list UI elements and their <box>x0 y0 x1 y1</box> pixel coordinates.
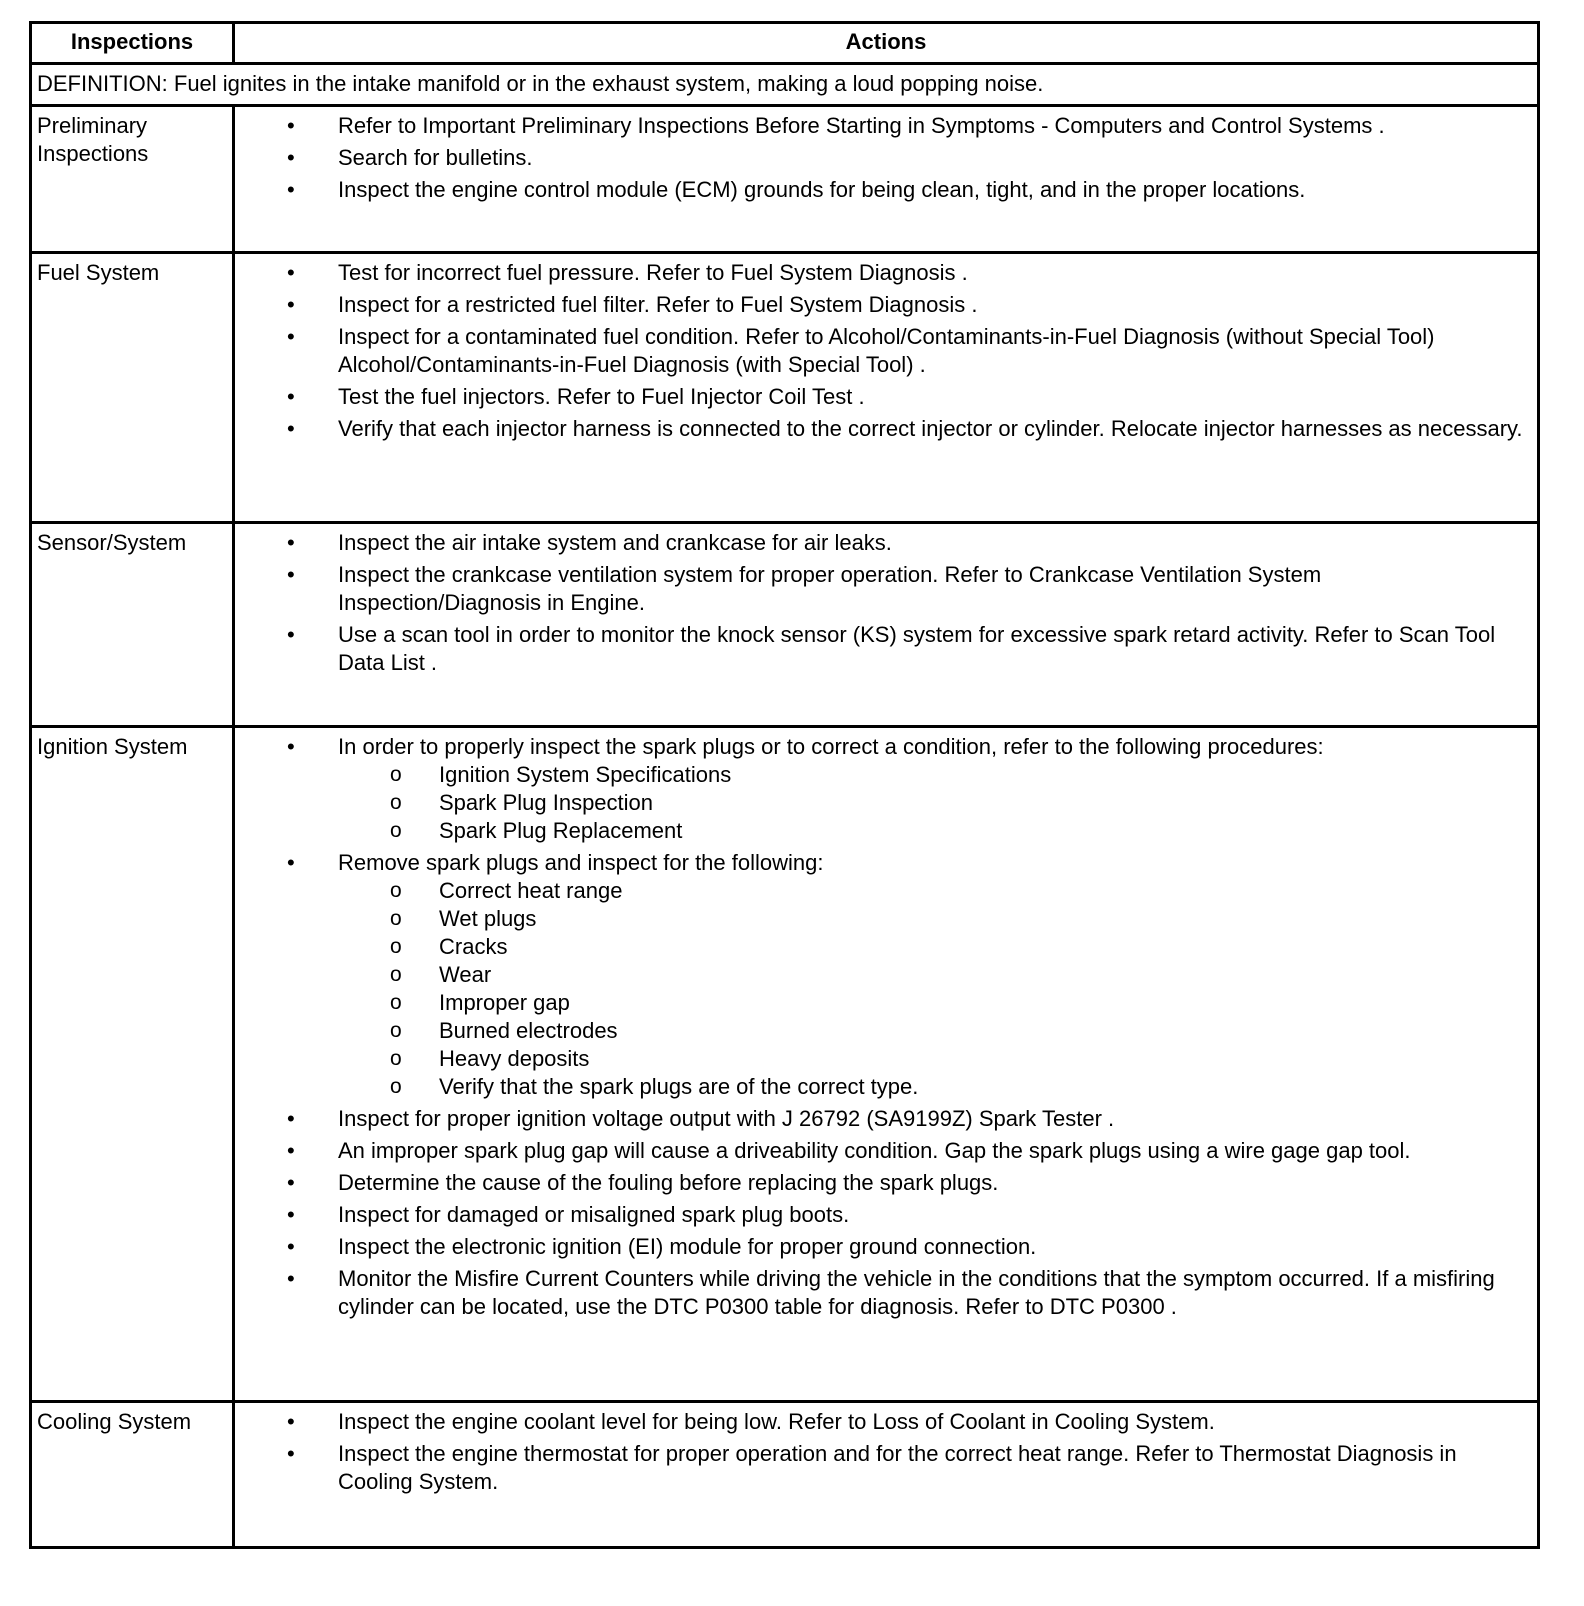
action-item <box>235 1169 1527 1197</box>
bullet-icon: • <box>287 177 295 202</box>
action-item <box>235 561 1527 617</box>
section-row <box>31 253 1539 523</box>
bullet-icon: • <box>287 113 295 138</box>
action-item <box>235 415 1527 443</box>
bullet-icon: • <box>287 384 295 409</box>
section-title: Sensor/System <box>31 523 234 727</box>
action-text: Inspect for a restricted fuel filter. Refer to Fuel System Diagnosis . <box>338 292 978 317</box>
sub-item-text: Correct heat range <box>439 878 623 903</box>
section-actions <box>234 253 1539 523</box>
action-item <box>235 1440 1527 1496</box>
sub-item <box>338 989 1527 1017</box>
action-text: Inspect for damaged or misaligned spark plug boots. <box>338 1202 850 1227</box>
section-actions <box>234 106 1539 253</box>
bullet-icon: • <box>287 1170 295 1195</box>
action-item <box>235 1201 1527 1229</box>
sub-list <box>338 761 1527 845</box>
circle-bullet-icon: o <box>390 763 402 786</box>
bullet-icon: • <box>287 562 295 587</box>
action-text: Test the fuel injectors. Refer to Fuel Injector Coil Test . <box>338 384 865 409</box>
inspections-header: Inspections <box>31 23 234 64</box>
action-text: Search for bulletins. <box>338 145 533 170</box>
circle-bullet-icon: o <box>390 963 402 986</box>
section-row <box>31 1402 1539 1548</box>
section-title: Fuel System <box>31 253 234 523</box>
sub-item <box>338 1017 1527 1045</box>
bullet-icon: • <box>287 1234 295 1259</box>
sub-item-text: Spark Plug Replacement <box>439 818 683 843</box>
action-text: Remove spark plugs and inspect for the following: <box>338 850 824 875</box>
bullet-icon: • <box>287 260 295 285</box>
sub-item <box>338 789 1527 817</box>
action-text: Inspect the engine thermostat for proper operation and for the correct heat range. Refer to Thermostat Diagnosis in Cooling System. <box>338 1441 1457 1494</box>
action-text: Inspect for a contaminated fuel condition. Refer to Alcohol/Contaminants-in-Fuel Diagnosis (without Special Tool) Alcohol/Contaminants-in-Fuel Diagnosis (with Special Tool) . <box>338 324 1435 377</box>
sub-item <box>338 1045 1527 1073</box>
action-item <box>235 176 1527 204</box>
sub-item-text: Wet plugs <box>439 906 537 931</box>
section-title: Preliminary Inspections <box>31 106 234 253</box>
section-title: Cooling System <box>31 1402 234 1548</box>
action-text: Inspect the air intake system and crankcase for air leaks. <box>338 530 892 555</box>
sub-list <box>338 877 1527 1101</box>
bullet-icon: • <box>287 1138 295 1163</box>
bullet-icon: • <box>287 1266 295 1291</box>
action-item <box>235 1408 1527 1436</box>
action-item <box>235 1137 1527 1165</box>
bullet-icon: • <box>287 416 295 441</box>
action-text: Inspect for proper ignition voltage output with J 26792 (SA9199Z) Spark Tester . <box>338 1106 1115 1131</box>
action-list <box>235 529 1527 677</box>
action-item <box>235 733 1527 845</box>
circle-bullet-icon: o <box>390 991 402 1014</box>
action-text: Determine the cause of the fouling before replacing the spark plugs. <box>338 1170 999 1195</box>
action-text: Monitor the Misfire Current Counters while driving the vehicle in the conditions that the symptom occurred. If a misfiring cylinder can be located, use the DTC P0300 table for diagnosis. Refer to DTC P0300 . <box>338 1266 1495 1319</box>
action-item <box>235 849 1527 1101</box>
action-item <box>235 1105 1527 1133</box>
circle-bullet-icon: o <box>390 1075 402 1098</box>
bullet-icon: • <box>287 292 295 317</box>
action-item <box>235 529 1527 557</box>
bullet-icon: • <box>287 324 295 349</box>
bullet-icon: • <box>287 1441 295 1466</box>
circle-bullet-icon: o <box>390 791 402 814</box>
section-title: Ignition System <box>31 727 234 1402</box>
action-item <box>235 383 1527 411</box>
circle-bullet-icon: o <box>390 935 402 958</box>
bullet-icon: • <box>287 1202 295 1227</box>
bullet-icon: • <box>287 1409 295 1434</box>
action-item <box>235 291 1527 319</box>
definition-row <box>31 64 1539 106</box>
action-text: Inspect the engine control module (ECM) grounds for being clean, tight, and in the proper locations. <box>338 177 1306 202</box>
sub-item-text: Cracks <box>439 934 508 959</box>
section-actions <box>234 727 1539 1402</box>
sub-item <box>338 761 1527 789</box>
action-item <box>235 621 1527 677</box>
action-item <box>235 259 1527 287</box>
action-item <box>235 323 1527 379</box>
sub-item-text: Ignition System Specifications <box>439 762 732 787</box>
action-text: Verify that each injector harness is connected to the correct injector or cylinder. Relocate injector harnesses as necessary. <box>338 416 1523 441</box>
sub-item-text: Wear <box>439 962 492 987</box>
circle-bullet-icon: o <box>390 907 402 930</box>
action-list <box>235 1408 1527 1496</box>
circle-bullet-icon: o <box>390 879 402 902</box>
actions-header: Actions <box>234 23 1539 64</box>
sub-item <box>338 817 1527 845</box>
bullet-icon: • <box>287 1106 295 1131</box>
sub-item-text: Heavy deposits <box>439 1046 590 1071</box>
bullet-icon: • <box>287 530 295 555</box>
circle-bullet-icon: o <box>390 819 402 842</box>
action-item <box>235 112 1527 140</box>
action-text: Use a scan tool in order to monitor the knock sensor (KS) system for excessive spark retard activity. Refer to Scan Tool Data List . <box>338 622 1496 675</box>
sub-item-text: Spark Plug Inspection <box>439 790 654 815</box>
sub-item <box>338 1073 1527 1101</box>
bullet-icon: • <box>287 622 295 647</box>
bullet-icon: • <box>287 734 295 759</box>
circle-bullet-icon: o <box>390 1019 402 1042</box>
action-text: Inspect the engine coolant level for being low. Refer to Loss of Coolant in Cooling System. <box>338 1409 1215 1434</box>
action-item <box>235 1233 1527 1261</box>
diagnostic-table <box>29 21 1540 1549</box>
section-row <box>31 106 1539 253</box>
section-row <box>31 523 1539 727</box>
sub-item <box>338 961 1527 989</box>
action-text: In order to properly inspect the spark plugs or to correct a condition, refer to the following procedures: <box>338 734 1324 759</box>
sub-item-text: Improper gap <box>439 990 570 1015</box>
section-row <box>31 727 1539 1402</box>
action-list <box>235 112 1527 204</box>
sub-item <box>338 877 1527 905</box>
bullet-icon: • <box>287 850 295 875</box>
action-text: Inspect the electronic ignition (EI) module for proper ground connection. <box>338 1234 1037 1259</box>
action-item <box>235 1265 1527 1321</box>
definition-text: DEFINITION: Fuel ignites in the intake manifold or in the exhaust system, making a loud popping noise. <box>31 64 1539 106</box>
section-actions <box>234 523 1539 727</box>
action-list <box>235 259 1527 443</box>
action-text: Refer to Important Preliminary Inspections Before Starting in Symptoms - Computers and Control Systems . <box>338 113 1385 138</box>
action-item <box>235 144 1527 172</box>
action-text: An improper spark plug gap will cause a driveability condition. Gap the spark plugs using a wire gage gap tool. <box>338 1138 1411 1163</box>
action-list <box>235 733 1527 1321</box>
sub-item <box>338 905 1527 933</box>
circle-bullet-icon: o <box>390 1047 402 1070</box>
sub-item <box>338 933 1527 961</box>
sub-item-text: Burned electrodes <box>439 1018 618 1043</box>
action-text: Inspect the crankcase ventilation system for proper operation. Refer to Crankcase Ventilation System Inspection/Diagnosis in Engine. <box>338 562 1322 615</box>
action-text: Test for incorrect fuel pressure. Refer to Fuel System Diagnosis . <box>338 260 968 285</box>
header-row <box>31 23 1539 64</box>
bullet-icon: • <box>287 145 295 170</box>
section-actions <box>234 1402 1539 1548</box>
sub-item-text: Verify that the spark plugs are of the correct type. <box>439 1074 919 1099</box>
